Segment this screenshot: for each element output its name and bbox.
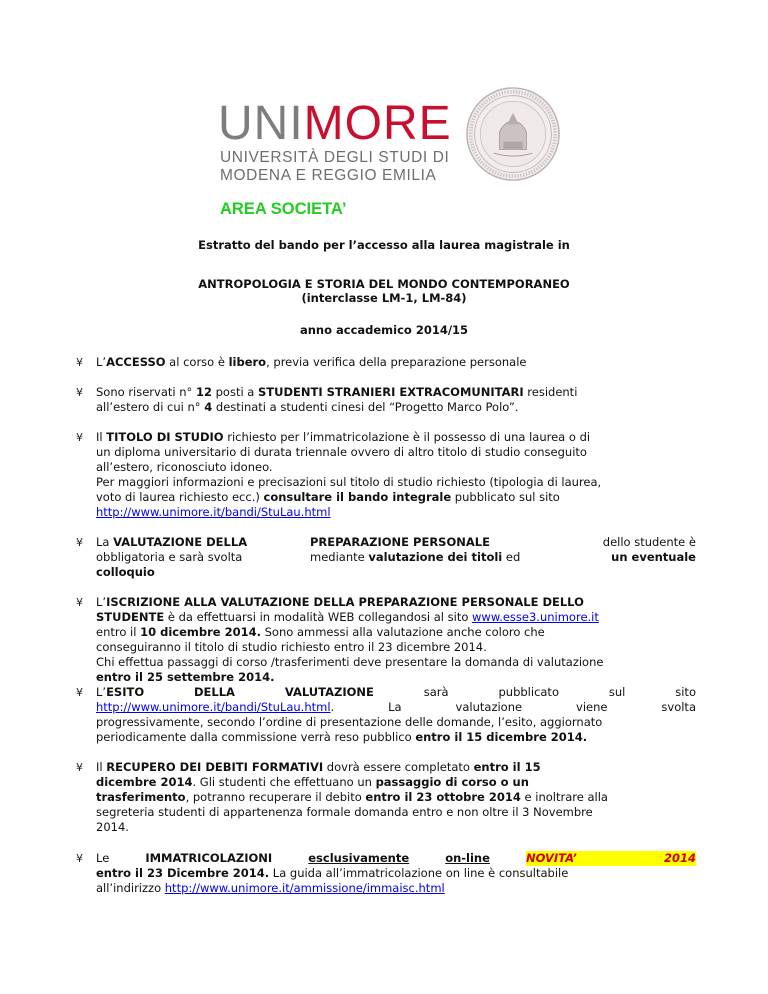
logo-subtitle-line2: MODENA E REGGIO EMILIA [220,167,437,184]
logo-subtitle-line1: UNIVERSITÀ DEGLI STUDI DI [220,149,450,166]
course-name: ANTROPOLOGIA E STORIA DEL MONDO CONTEMPORANEO [198,277,570,291]
list-item-esito [76,685,696,745]
text: richiesto per l’immatricolazione è il possesso di una laurea o di [223,430,591,444]
course-interclass: (interclasse LM-1, LM-84) [301,291,467,305]
bullet-icon: ¥ [76,386,83,399]
text: residenti [523,385,578,399]
bullet-icon: ¥ [76,852,83,865]
keyword: VALUTAZIONE [284,685,374,699]
novita-year: 2014 [663,851,696,865]
text: svolta [661,700,696,714]
text: Sono ammessi alla valutazione anche coloro che [260,625,545,639]
keyword: valutazione dei titoli [368,550,503,564]
keyword: STUDENTI STRANIERI EXTRACOMUNITARI [258,385,524,399]
text: Le [96,851,110,865]
keyword: entro il 25 settembre 2014. [96,670,275,684]
text: un diploma universitario di durata triennale ovvero di altro titolo di studio conseguito [96,445,587,459]
keyword: RECUPERO DEI DEBITI FORMATIVI [106,760,324,774]
keyword: trasferimento [96,790,186,804]
text: al corso è [165,355,229,369]
text: ed [502,550,521,564]
text: all’estero, riconosciuto idoneo. [96,460,273,474]
keyword: passaggio di corso o un [375,775,529,789]
keyword: dicembre 2014 [96,775,193,789]
list-item-valutazione [76,535,696,580]
list-item-posti [76,385,696,415]
keyword: TITOLO DI STUDIO [106,430,224,444]
text: , potranno recuperare il debito [185,790,366,804]
novita-badge [526,851,696,866]
text: progressivamente, secondo l’ordine di presentazione delle domande, l’esito, aggiornato [96,715,603,729]
text: , previa verifica della preparazione personale [266,355,527,369]
esito-link[interactable]: http://www.unimore.it/bandi/StuLau.html [96,700,331,714]
keyword: entro il 23 Dicembre 2014. [96,866,270,880]
logo-uni: UNI [218,97,304,150]
text: all’estero di cui n° [96,400,205,414]
immatricolazione-link[interactable]: http://www.unimore.it/ammissione/immaisc.html [164,881,445,895]
text: è da effettuarsi in modalità WEB collegandosi al sito [164,610,473,624]
logo-more: MORE [303,97,452,150]
text: pubblicato sul sito [451,490,560,504]
bullet-icon: ¥ [76,431,83,444]
university-seal-icon [465,86,561,182]
list-item-accesso [76,355,696,370]
text: all’indirizzo [96,881,165,895]
bando-link[interactable]: http://www.unimore.it/bandi/StuLau.html [96,505,331,519]
logo-subtitle [220,149,449,185]
keyword: entro il 15 dicembre 2014. [415,730,588,744]
list-item-titolo [76,430,696,520]
text: Il [96,430,107,444]
text: sul [608,685,626,699]
academic-year: anno accademico 2014/15 [299,323,469,337]
keyword: ACCESSO [106,355,166,369]
text: posti a [211,385,259,399]
keyword: VALUTAZIONE DELLA [113,535,248,549]
text: L’ [96,685,107,699]
text: sarà [423,685,449,699]
list-item-immatricolazioni [76,851,696,896]
text: destinati a studenti cinesi del “Progetto Marco Polo”. [212,400,519,414]
text: dovrà essere completato [323,760,474,774]
keyword: DELLA [194,685,235,699]
keyword: IMMATRICOLAZIONI [145,851,273,865]
keyword: PREPARAZIONE PERSONALE [310,535,490,549]
text: pubblicato [498,685,559,699]
bullet-icon: ¥ [76,686,83,699]
novita-label: NOVITA’ [525,851,577,865]
keyword: esclusivamente [308,851,410,865]
keyword: STUDENTE [96,610,165,624]
text: Chi effettua passaggi di corso /trasferimenti deve presentare la domanda di valutazione [96,655,604,669]
esse3-link[interactable]: www.esse3.unimore.it [472,610,599,624]
text: mediante [310,550,369,564]
text: La [96,535,114,549]
text: viene [576,700,608,714]
text: voto di laurea richiesto ecc.) [96,490,264,504]
keyword: entro il 23 ottobre 2014 [365,790,521,804]
notice-intro: Estratto del bando per l’accesso alla laurea magistrale in [198,238,570,252]
text: e inoltrare alla [520,790,608,804]
text: . [330,700,335,714]
keyword: ISCRIZIONE ALLA VALUTAZIONE DELLA PREPARAZIONE PERSONALE DELLO [106,595,584,609]
text: 2014. [96,820,129,834]
keyword: on-line [445,851,490,865]
text: obbligatoria e sarà svolta [96,550,243,564]
bullet-icon: ¥ [76,356,83,369]
text: La [388,700,402,714]
keyword: 4 [204,400,213,414]
text: Il [96,760,107,774]
keyword: consultare il bando integrale [263,490,452,504]
bullet-icon: ¥ [76,596,83,609]
keyword: libero [228,355,267,369]
text: segreteria studenti di appartenenza formale domanda entro e non oltre il 3 Novembre [96,805,593,819]
text: entro il [96,625,141,639]
keyword: 10 dicembre 2014. [140,625,261,639]
bullet-icon: ¥ [76,536,83,549]
list-item-recupero [76,760,696,835]
text: . Gli studenti che effettuano un [192,775,376,789]
text: Per maggiori informazioni e precisazioni sul titolo di studio richiesto (tipologia di laurea, [96,475,602,489]
bullet-icon: ¥ [76,761,83,774]
keyword: 12 [195,385,212,399]
text: sito [675,685,696,699]
list-item-iscrizione [76,595,696,685]
keyword: colloquio [96,565,155,579]
keyword: ESITO [106,685,145,699]
unimore-logo [218,97,452,150]
keyword: entro il 15 [473,760,541,774]
text: La guida all’immatricolazione on line è consultabile [269,866,569,880]
area-title: AREA SOCIETA’ [220,200,347,218]
text: dello studente è [602,535,696,549]
text: L’ [96,595,107,609]
text: valutazione [455,700,523,714]
text: periodicamente dalla commissione verrà reso pubblico [96,730,416,744]
keyword: un eventuale [611,550,696,564]
text: conseguiranno il titolo di studio richiesto entro il 23 dicembre 2014. [96,640,487,654]
text: Sono riservati n° [96,385,196,399]
text: L’ [96,355,107,369]
